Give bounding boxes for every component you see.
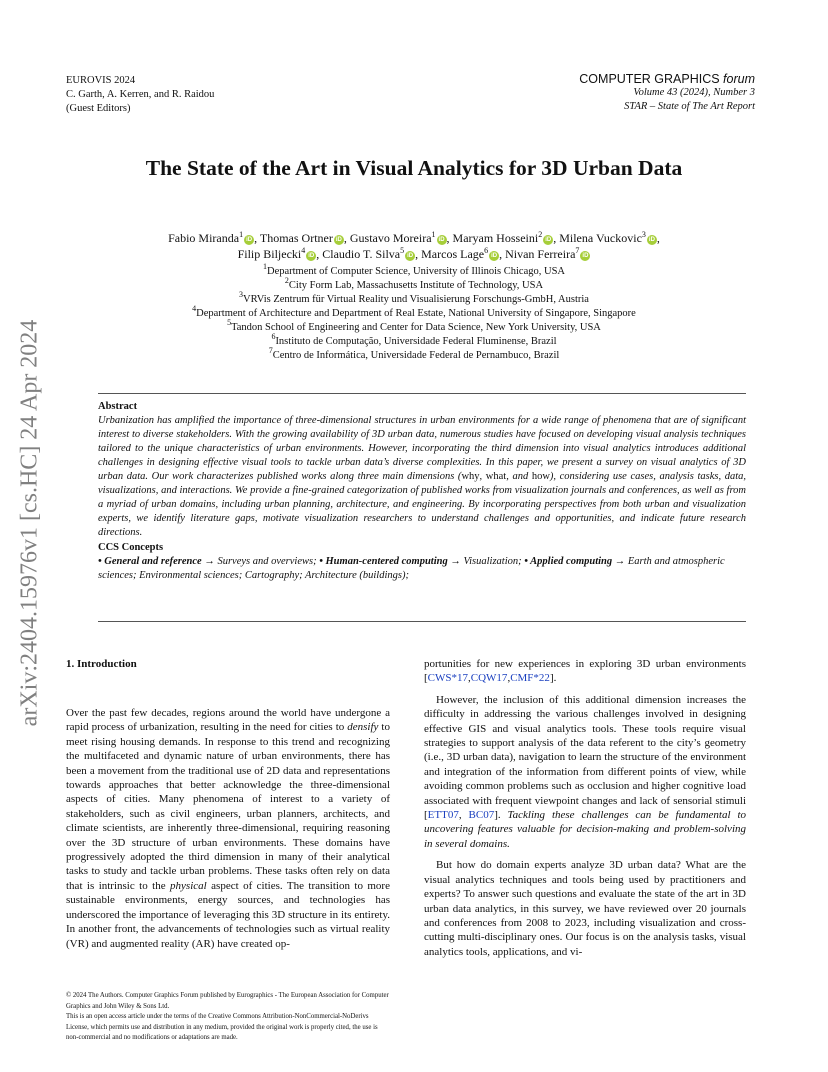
- arxiv-identifier[interactable]: arXiv:2404.15976v1 [cs.HC] 24 Apr 2024: [16, 319, 43, 727]
- section-heading: [66, 657, 390, 671]
- citation-link[interactable]: CQW17: [470, 672, 508, 685]
- editors: C. Garth, A. Kerren, and R. Raidou: [66, 89, 215, 100]
- author: Fabio Miranda$^1$iD: [168, 230, 253, 245]
- paper-title: The State of the Art in Visual Analytics for 3D Urban Data: [145, 156, 683, 180]
- affiliation: $^2$City Form Lab, Massachusetts Institute of Technology, USA: [284, 276, 544, 291]
- citation-link[interactable]: CWS*17: [427, 672, 469, 685]
- abstract-block: [98, 400, 746, 583]
- affiliation: $^1$Department of Computer Science, University of Illinois Chicago, USA: [262, 262, 566, 277]
- intro-paragraph-1: Over the past few decades, regions around the world have undergone a rapid process of urbanization, resulting in the need for cities to densify to meet rising housing demands. In response to this trend and recognizing the multifaceted and dynamic nature of urban environments, there has been a movement from the traditional use of 2D data and representations towards approaches that better acknowledge the three-dimensional aspects of cities. Many phenomena of interest to a variety of stakeholders, such as civil engineers, urban planners, architects, and climate scientists, are inherently three-dimensional, requiring reasoning over the 3D structure of urban environments. These domains have progressively adopted the third dimension in many of their analytical tasks to study and tackle urban problems. These tasks often rely on data that is intrinsic to the physical aspect of cities. The transition to more sustainable environments, energy sources, and technologies has underscored the importance of leveraging this 3D structure in its entirety. In another front, the advancements of technologies such as virtual reality (VR) and augmented reality (AR) have created op-: [66, 707, 390, 950]
- author: Thomas Ortner iD: [259, 231, 342, 245]
- author-line-2: Filip Biljecki$^4$iD , Claudio T. Silva$^5$iD , Marcos Lage$^6$iD , Nivan Ferreira$^7$iD: [237, 246, 589, 261]
- ccs-heading: CCS Concepts: [98, 542, 164, 553]
- orcid-icon[interactable]: iD: [335, 237, 342, 243]
- affiliation: $^7$Centro de Informática, Universidade Federal de Pernambuco, Brazil: [268, 346, 560, 361]
- bottom-divider: [98, 621, 746, 622]
- citation-link[interactable]: ETT07: [427, 809, 459, 822]
- orcid-icon[interactable]: iD: [246, 237, 253, 243]
- orcid-icon[interactable]: iD: [491, 253, 498, 259]
- guest-editors: (Guest Editors): [66, 103, 131, 114]
- author-line-1: Fabio Miranda$^1$iD , Thomas Ortner iD , Gustavo Moreira$^1$iD , Maryam Hosseini$^2$iD , Milena Vuckovic$^3$iD ,: [168, 230, 660, 245]
- copyright-line: © 2024 The Authors. Computer Graphics Forum published by Eurographics - The European Association for Computer Graphics and John Wiley & Sons Ltd.: [66, 992, 389, 1010]
- citation-link[interactable]: BC07: [468, 809, 495, 822]
- orcid-icon[interactable]: iD: [407, 253, 414, 259]
- author: Maryam Hosseini$^2$iD: [452, 230, 552, 245]
- intro-paragraph-2: portunities for new experiences in exploring 3D urban environments [CWS*17,CQW17,CMF*22]. However, the inclusion of this additional dimension increases the difficulty in addressing the various challenges involved in designing effective GIS and visual analytics tools. These tools require visual strategies to support analysis of the data referent to the city’s geometry (i.e., 3D urban data), navigation to learn the structure of the environment and integration of the information from different points of view, while avoiding common problems such as occlusion and higher cognitive load associated with frequent viewpoint changes and lack of sensorial stimuli [ETT07, BC07]. Tackling these challenges can be fundamental to uncovering features valuable for decision-making and problem-solving in several domains. But how do domain experts analyze 3D urban data? What are the visual analytics techniques and tools being used by practitioners and experts? To answer such questions and evaluate the state of the art in 3D urban data analytics, in this survey, we have reviewed over 20 journals and conferences from 2008 to 2023, including visualization and cross-cutting multi-disciplinary ones. Our focus is on the analysis tasks, visual analytics tools, applications, and vi-: [424, 658, 746, 958]
- orcid-icon[interactable]: iD: [308, 253, 315, 259]
- author: Milena Vuckovic$^3$iD: [559, 230, 655, 245]
- author: Nivan Ferreira$^7$iD: [505, 246, 589, 261]
- citation-link[interactable]: CMF*22: [510, 672, 550, 685]
- copyright-footnote: [66, 991, 391, 1044]
- orcid-icon[interactable]: iD: [438, 237, 445, 243]
- abstract-body: Urbanization has amplified the importance of three-dimensional structures in urban environments for a wide range of phenomena that are of significant interest to diverse stakeholders. With the growing availability of 3D urban data, numerous studies have focused on developing visual analysis techniques tailored to the unique characteristics of urban environments. However, incorporating the third dimension into visual analytics introduces additional challenges in designing effective visual tools to tackle urban data’s diverse complexities. In this paper, we present a survey on visual analytics of 3D urban data. Our work characterizes published works along three main dimensions (why, what, and how), considering use cases, analysis tasks, data, visualizations, and interactions. We provide a fine-grained categorization of published works from visualization journals and conferences, as well as from a myriad of urban domains, including urban planning, architecture, and engineering. By incorporating perspectives from both urban and visualization experts, we identify literature gaps, motivate visualization researchers to understand challenges and opportunities, and indicate future research directions.: [98, 415, 747, 538]
- journal-name-main: COMPUTER GRAPHICS: [579, 72, 724, 86]
- affiliation-list: [0, 262, 828, 363]
- author: Filip Biljecki$^4$iD: [237, 246, 315, 261]
- affiliation: $^4$Department of Architecture and Department of Real Estate, National University of Singapore, Singapore: [192, 304, 636, 319]
- journal-name: [579, 72, 755, 86]
- abstract-heading: Abstract: [98, 401, 138, 412]
- report-type: STAR – State of The Art Report: [624, 101, 755, 112]
- header-left: [66, 74, 214, 116]
- top-divider: [98, 393, 746, 394]
- affiliation: $^5$Tandon School of Engineering and Center for Data Science, New York University, USA: [227, 318, 601, 333]
- orcid-icon[interactable]: iD: [648, 237, 655, 243]
- orcid-icon[interactable]: iD: [545, 237, 552, 243]
- author: Claudio T. Silva$^5$iD: [322, 246, 414, 261]
- affiliation: $^6$Instituto de Computação, Universidade Federal Fluminense, Brazil: [271, 332, 557, 347]
- orcid-icon[interactable]: iD: [582, 253, 589, 259]
- author: Marcos Lage$^6$iD: [421, 246, 498, 261]
- author: Gustavo Moreira$^1$iD: [349, 230, 445, 245]
- volume-info: Volume 43 (2024), Number 3: [633, 87, 755, 98]
- affiliation: $^3$VRVis Zentrum für Virtual Reality und Visualisierung Forschungs-GmbH, Austria: [239, 290, 589, 305]
- author-list: [0, 230, 828, 262]
- ccs-concepts: • General and reference → Surveys and overviews; • Human-centered computing → Visualization; • Applied computing → Earth and atmospheric sciences; Environmental sciences; Cartography; Architecture (buildings);: [98, 556, 725, 581]
- header-right: [579, 72, 755, 114]
- journal-name-forum: forum: [723, 72, 755, 86]
- license-line: This is an open access article under the terms of the Creative Commons Attribution-NonCommercial-NoDerivs License, which permits use and distribution in any medium, provided the original work is properly cited, the use is non-commercial and no modifications or adaptations are made.: [66, 1013, 378, 1041]
- conference-name: EUROVIS 2024: [66, 75, 136, 86]
- introduction-heading: 1. Introduction: [66, 658, 137, 670]
